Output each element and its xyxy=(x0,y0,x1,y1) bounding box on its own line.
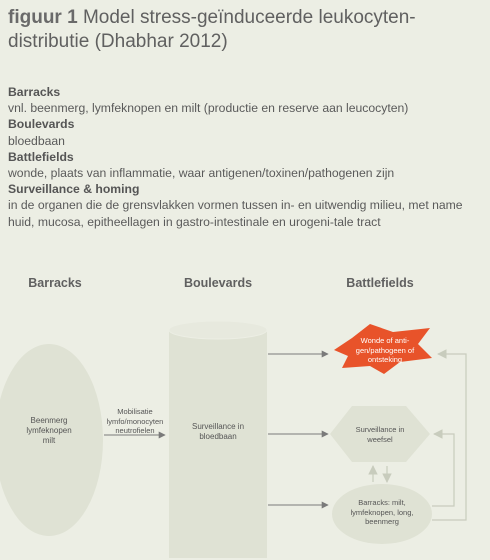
figure-title-text: Model stress-geïnduceerde leukocyten-distributie (Dhabhar 2012) xyxy=(8,7,416,52)
column-header-barracks: Barracks xyxy=(28,276,82,290)
definitions-list xyxy=(8,84,486,230)
term-surveillance: Surveillance & homing xyxy=(8,182,140,197)
desc-boulevards: bloedbaan xyxy=(8,133,65,148)
desc-surveillance: in de organen die de grensvlakken vormen tussen in- en uitwendig milieu, met name huid, mucosa, epitheellagen in gastro-intestinale en urogeni-tale tract xyxy=(8,198,463,229)
distribution-diagram xyxy=(0,262,490,560)
desc-barracks: vnl. beenmerg, lymfeknopen en milt (productie en reserve aan leucocyten) xyxy=(8,101,409,116)
return-node-label: Barracks: milt, lymfeknopen, long, beenmerg xyxy=(350,498,414,526)
barracks-node-label: Beenmerg lymfeknopen milt xyxy=(26,416,72,445)
figure-title xyxy=(8,6,483,54)
recirculation-loop-inner xyxy=(432,434,454,506)
term-boulevards: Boulevards xyxy=(8,117,75,132)
figure-number: figuur 1 xyxy=(8,7,78,28)
column-header-battlefields: Battlefields xyxy=(346,276,414,290)
term-battlefields: Battlefields xyxy=(8,149,74,164)
mobilisation-label: Mobilisatie lymfo/monocyten neutrofielen xyxy=(106,407,164,435)
column-header-boulevards: Boulevards xyxy=(183,276,253,290)
recirculation-loop-outer xyxy=(432,354,466,520)
term-barracks: Barracks xyxy=(8,85,61,99)
wound-node-label: Wonde of anti-gen/pathogeen of ontsteking xyxy=(355,336,415,364)
tissue-node-label: Surveillance in weefsel xyxy=(355,425,405,444)
desc-battlefields: wonde, plaats van inflammatie, waar antigenen/toxinen/pathogenen zijn xyxy=(8,166,395,181)
boulevard-node-label: Surveillance in bloedbaan xyxy=(191,422,245,441)
